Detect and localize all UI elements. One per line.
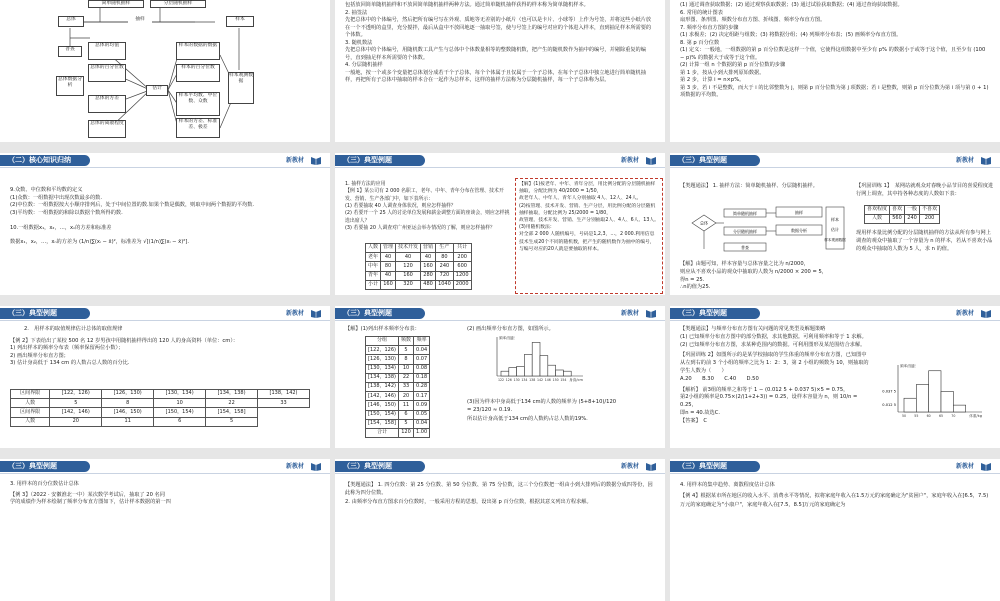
histogram-bar	[941, 391, 953, 412]
text-line: 先把总体中的个体编号，用随机数工具产生与总体中个体数量相等的整数随机数，把产生的随机数作为抽中的编号，并剔除重复的编号，直到抽足样本所需要的个体数。	[345, 47, 646, 61]
brand-label: 新教材	[955, 310, 974, 317]
text-line: 【答案】 C	[680, 417, 707, 424]
question-line: 2) 画出频率分布直方图；	[10, 352, 69, 359]
slide-header	[335, 306, 665, 321]
slide-header	[0, 459, 330, 474]
slide-sampling-methods[interactable]	[335, 0, 665, 142]
table-cell: [142，146)	[366, 392, 399, 401]
table-cell: 10	[399, 364, 414, 373]
x-axis-label: 体重/kg	[969, 414, 982, 418]
table-cell: 22	[399, 373, 414, 382]
brand-label: 新教材	[620, 463, 639, 470]
exercise-text: 现用样本量比例分配的分层随机抽样的方法从所有参与网上调查的观众中抽取了一个容量为 n 的样本，若从不喜欢小品的观众中抽取的人数为 5 人，求 n 的值。	[856, 229, 993, 252]
histogram-bar	[509, 368, 517, 376]
table-header: [130，134)	[154, 390, 206, 399]
table-cell: 2000	[453, 280, 471, 289]
text-line: (1)众数：一组数据中出现次数最多的数.	[10, 194, 102, 201]
table-cell: 20	[50, 417, 102, 426]
table-cell: 320	[396, 280, 421, 289]
text-line: 即n = 40.故选C.	[680, 409, 721, 416]
weight-histogram	[874, 362, 994, 422]
y-tick-label: 0.012 5	[882, 403, 896, 408]
book-logo-icon	[645, 461, 657, 471]
table-cell: 0.05	[414, 410, 430, 419]
table-cell: 0.18	[414, 373, 430, 382]
tick-label: 55	[914, 414, 919, 418]
question-line: 3) 估计身高低于 134 cm 的人数占总人数的百分比.	[10, 360, 130, 367]
section-title: （三）典型例题	[670, 461, 760, 472]
answer-line: 所以估计身高低于134 cm的人数约占总人数的19%.	[467, 415, 588, 422]
tick-label: 65	[938, 414, 944, 418]
answer-line: (2)按管理、技术开发、营销、生产分层，用比例分配的分层随机抽样抽取，分配比例为 25/2000 = 1/80，	[519, 203, 656, 216]
section-title: （三）典型例题	[0, 461, 90, 472]
question-line: 1) 列出样本的频率分布表（频率保留两位小数）；	[10, 345, 124, 352]
histogram-bar	[501, 371, 509, 376]
slide-example-1[interactable]	[335, 153, 665, 295]
text-line: 第 2 步，计算 i = n×p%。	[680, 77, 745, 84]
text-line: 【解析】 前3组的频率之和等于 1 − (0.012 5 + 0.037 5)×5 = 0.75，	[680, 386, 849, 393]
text-line: 4. 分层随机抽样	[345, 62, 383, 69]
flow-sample-obs: 样本观测数据	[824, 238, 846, 242]
text-line: 第 3 步，若 i 不是整数，而大于 i 的比邻整数为 j，则第 p 百分位数为第 j 项数据；若 i 是整数，则第 p 百分位数为第 i 项与第 (i + 1) 项数据的平均数。	[680, 84, 989, 99]
table-cell: 40	[421, 253, 436, 262]
book-logo-icon	[645, 308, 657, 318]
text-line: 第 1 步，按从小到大排列原始数据。	[680, 69, 765, 76]
histogram-bar	[916, 385, 928, 413]
text-line: (1) 定义：一般地，一组数据的第 p 百分位数是这样一个值，它使得这组数据中至少有 p% 的数据小于或等于这个值，且至少有 (100 − p)% 的数据大于或等于这个值。	[680, 47, 986, 61]
text-line: A.20 B.30 C.40 D.50	[680, 375, 759, 382]
flow-srs: 简单随机抽样	[733, 211, 757, 216]
flow-estimate: 估计	[831, 227, 839, 232]
table-cell: 老年	[366, 253, 381, 262]
table-cell: 小计	[366, 280, 381, 289]
example-title: 1. 抽样方法的应用	[345, 181, 386, 187]
question-line: (1) 若要抽取 40 人调查身体状况，则应怎样抽样？	[345, 203, 456, 210]
histogram-bar	[540, 356, 548, 376]
table-header: [122，126)	[50, 390, 102, 399]
table-header: 管理	[381, 244, 396, 253]
table-cell: 5	[399, 346, 414, 355]
y-tick-label: 0.037 5	[882, 389, 896, 394]
book-logo-icon	[980, 155, 992, 165]
text-line: 包括放回简单随机抽样和不放回简单随机抽样两种方法。通过简单随机抽样获得的样本称为简单随机样本。	[345, 2, 589, 8]
text-line: (3)平均数：一组数据的和除以数据个数所得的数.	[10, 209, 123, 216]
histogram-bar	[563, 371, 571, 376]
opinion-table	[864, 205, 940, 224]
text-line: 2. 由频率分布直方图求百分位数时，一般采用方程的思想，设出第 p 百分位数，根据其意义列出方程求解。	[345, 498, 592, 505]
book-logo-icon	[310, 461, 322, 471]
table-cell: [134，138)	[366, 373, 399, 382]
table-cell: [150，154)	[366, 410, 399, 419]
tick-label: 138	[529, 378, 536, 382]
flow-strat: 分层随机抽样	[733, 229, 757, 234]
node-population-percentile: 总体的百分位数	[88, 64, 126, 82]
answer-line: = 23/120 ≈ 0.19.	[467, 407, 513, 414]
node-sampling: 抽样	[128, 17, 152, 25]
table-header: [142，146)	[50, 408, 102, 417]
answer-line: 【解】(1)按老年、中年、青年分层，用比例分配的分层随机抽样抽取，分配比例为 40/2000 = 1/50，	[519, 182, 656, 195]
tick-label: 134	[521, 378, 528, 382]
table-header: 频数	[399, 337, 414, 346]
tick-label: 146	[544, 378, 551, 382]
table-cell: 120	[396, 262, 421, 271]
brand-label: 新教材	[285, 310, 304, 317]
flow-sampling: 抽样	[795, 210, 803, 215]
slide-header	[670, 306, 1000, 321]
y-axis-label: 频率/组距	[900, 364, 916, 368]
table-cell: 6	[399, 410, 414, 419]
solution-title: 【解】(1)列出样本频率分布表：	[345, 326, 420, 332]
text-line: (2)中位数：一组数据按大小顺序排列后，处于中间位置的数.如果个数是偶数，则取中间两个数据的平均数.	[10, 202, 255, 209]
x-axis-label: 身高/cm	[569, 378, 583, 382]
answer-line: (3)因为样本中身高低于134 cm的人数的频率为 (5+8+10)/120	[467, 399, 617, 405]
table-cell: 0.28	[414, 382, 430, 391]
node-sample-averages: 样本平均数、中位数、众数	[176, 92, 220, 116]
method-summary: 【类题通法】 1. 抽样方法：简单随机抽样、分层随机抽样。	[680, 183, 818, 189]
table-header: 区间界限	[11, 390, 50, 399]
table-cell: 0.09	[414, 401, 430, 410]
slide-header	[670, 459, 1000, 474]
table-cell: 5	[206, 417, 258, 426]
slide-variant-2[interactable]	[670, 306, 1000, 448]
table-cell: 青年	[366, 271, 381, 280]
brand-label: 新教材	[620, 310, 639, 317]
section-title: （三）典型例题	[335, 461, 425, 472]
text-line: (1) 求极差；(2) 决定组距与组数；(3) 将数据分组；(4) 列频率分布表；(5) 画频率分布直方图。	[680, 32, 902, 39]
histogram-bar	[532, 342, 540, 376]
histogram-bar	[904, 398, 916, 412]
text-line: 6. 常用的统计图表	[680, 9, 723, 16]
text-line: 先把总体中的个体编号，然后把所有编号写在外观、质地等无差别的小纸片（也可以是卡片、小球等）上作为号签，并将这些小纸片放在一个不透明的盒里，充分搅拌，最后从盒中不放回地逐一抽取号签，使与号签上的编号对应的个体进入样本，直到抽足样本所需要的个体数。	[345, 17, 652, 39]
histogram-bar	[524, 354, 532, 376]
table-header: 频率	[414, 337, 430, 346]
tick-label: 122	[497, 378, 505, 382]
tick-label: 126	[505, 378, 512, 382]
table-cell: 0.04	[414, 419, 430, 428]
section-title: （三）典型例题	[670, 308, 760, 319]
slide-example-4[interactable]	[670, 459, 1000, 601]
node-population-variance: 总体的方差	[88, 95, 126, 113]
table-cell: 20	[399, 392, 414, 401]
text-line: 7. 频率分布直方图的步骤	[680, 24, 739, 31]
table-cell: 中年	[366, 262, 381, 271]
slide-header	[670, 153, 1000, 168]
answer-line: ∴n的值为25.	[680, 284, 711, 291]
histogram-bar	[517, 366, 525, 376]
table-cell: 人数	[11, 417, 50, 426]
text-line: 一般地，按一个或多个变量把总体划分成若干个子总体，每个个体属于且仅属于一个子总体，在每个子总体中独立地进行简单随机抽样，再把所有子总体中抽取的样本合在一起作为总样本，这样的抽样方法称为分层随机抽样，每一个子总体称为层。	[345, 69, 646, 84]
table-cell: 人数	[11, 399, 50, 408]
table-cell: 0.08	[414, 364, 430, 373]
brand-label: 新教材	[955, 463, 974, 470]
text-line: 数据x₁，x₂，…，xₙ的方差为 (1/n)∑(xᵢ − x̄)²，标准差为 √[(1/n)∑(xᵢ − x̄)²].	[10, 238, 189, 245]
text-line: 3. 用样本的百分位数估计总体	[10, 481, 79, 487]
table-header: 技术开发	[396, 244, 421, 253]
table-cell: 80	[436, 253, 454, 262]
brand-label: 新教材	[285, 157, 304, 164]
table-cell: 10	[154, 399, 206, 408]
table-cell: 合计	[366, 428, 399, 437]
table-cell: [122，126)	[366, 346, 399, 355]
answer-line: 故管理、技术开发、营销、生产分别抽取2人、4人、6人、13人。	[519, 217, 659, 223]
exercise-text: 【巩固训练 1】 某网站就观众对春晚小品节目的喜爱程度进行网上调查，其中持各种态度的人数如下表：	[856, 183, 994, 197]
table-header: 人数	[366, 244, 381, 253]
table-cell: [146，150)	[366, 401, 399, 410]
tick-label: 70	[951, 414, 956, 418]
histogram-bar	[953, 405, 965, 412]
table-cell: 人数	[865, 214, 890, 223]
tick-label: 150	[552, 378, 559, 382]
node-population: 总体	[58, 16, 84, 27]
frequency-table	[365, 336, 430, 438]
table-cell: 720	[436, 271, 454, 280]
table-cell: [154，158]	[366, 419, 399, 428]
node-sample-percentile: 样本的百分位数	[176, 64, 220, 82]
height-table	[10, 389, 310, 427]
table-cell: 80	[381, 262, 396, 271]
brand-label: 新教材	[285, 463, 304, 470]
slide-header	[0, 153, 330, 168]
node-sample-data: 样本的数据的数据	[176, 42, 220, 60]
slide-variant-1[interactable]	[670, 153, 1000, 295]
table-cell: 8	[399, 355, 414, 364]
answer-line: 则应从不喜欢小品的观众中抽取的人数为 n/2000 × 200 = 5，	[680, 268, 827, 275]
node-estimate: 估计	[146, 85, 168, 96]
node-population-spread: 总体的离散程度	[88, 120, 126, 138]
histogram-bar	[929, 371, 941, 412]
table-header: 营销	[421, 244, 436, 253]
table-header: 不喜欢	[920, 205, 940, 214]
book-logo-icon	[645, 155, 657, 165]
table-cell: [130，134)	[366, 364, 399, 373]
table-header: 共计	[453, 244, 471, 253]
histogram-bar	[556, 370, 564, 376]
table-cell: 22	[206, 399, 258, 408]
table-cell: 40	[381, 271, 396, 280]
table-cell: [138，142)	[366, 382, 399, 391]
question-line: (3) 若要抽 20 人调查对广州亚运会举办情况的了解，则应怎样抽样？	[345, 225, 495, 232]
table-cell: 280	[421, 271, 436, 280]
text-line: 【类题通法】与频率分布直方图有关问题的常见类型及解题策略	[680, 326, 826, 332]
node-sample-observations: 样本观测数据	[228, 72, 254, 104]
tick-label: 60	[926, 414, 931, 418]
book-logo-icon	[980, 308, 992, 318]
section-title: （三）典型例题	[670, 155, 760, 166]
section-title: （三）典型例题	[335, 308, 425, 319]
table-header: [138，142)	[258, 390, 310, 399]
flow-total: 总体	[700, 220, 708, 226]
y-axis-label: 频率/组距	[499, 336, 515, 340]
answer-box	[515, 178, 663, 294]
table-cell: 1040	[436, 280, 454, 289]
answer-line: 【解】由题可知，样本容量与总体容量之比为 n/2000，	[680, 261, 809, 267]
node-census: 普查	[58, 46, 82, 57]
flow-sample: 样本	[831, 217, 839, 222]
height-histogram	[485, 334, 595, 386]
section-title: （三）典型例题	[0, 308, 90, 319]
slide-example-2-solution[interactable]	[335, 306, 665, 448]
table-header: 一般	[905, 205, 920, 214]
text-line: (1) 通过调查获取数据；(2) 通过观察获取数据；(3) 通过试验获取数据；(4) 通过查询获取数据。	[680, 2, 903, 8]
brand-label: 新教材	[620, 157, 639, 164]
table-cell: 40	[381, 253, 396, 262]
node-data-analysis: 总体数据分析	[56, 76, 84, 96]
text-line: 学的成绩作为样本绘制了频率分布直方图如下，估计样本数据的第一四	[10, 499, 171, 506]
histogram-bar	[548, 365, 556, 376]
table-cell: [126，130)	[366, 355, 399, 364]
tick-label: 142	[536, 378, 544, 382]
answer-block	[467, 398, 657, 423]
table-cell: 6	[154, 417, 206, 426]
node-simple-sampling: 简单随机抽样	[88, 0, 144, 8]
book-logo-icon	[310, 155, 322, 165]
text-line: 4. 用样本的集中趋势、离散程度估计总体	[680, 482, 775, 488]
table-cell: 120	[399, 428, 414, 437]
tick-label: 50	[901, 414, 907, 418]
sampling-flowchart	[680, 201, 850, 261]
tick-label: 154	[560, 378, 567, 382]
tick-label: 130	[513, 378, 520, 382]
table-cell: 600	[453, 262, 471, 271]
table-header: [126，130)	[102, 390, 154, 399]
table-cell: 160	[381, 280, 396, 289]
table-cell: 5	[399, 419, 414, 428]
slide-example-3[interactable]	[0, 459, 330, 601]
table-header: 区间界限	[11, 408, 50, 417]
slide-example-2[interactable]	[0, 306, 330, 448]
table-header: 喜欢	[890, 205, 905, 214]
section-title: （二）核心知识归纳	[0, 155, 90, 166]
table-header: 分组	[366, 337, 399, 346]
table-cell: 0.17	[414, 392, 430, 401]
text-line: 3. 随机数法	[345, 39, 373, 46]
book-logo-icon	[310, 308, 322, 318]
table-cell: 1200	[453, 271, 471, 280]
text-line: 【类题通法】 1. 四分位数：第 25 分位数、第 50 分位数、第 75 分位数，这三个分位数把一组由小到大排列后的数据分成四等份，因此称为四分位数。	[345, 482, 653, 497]
slide-header	[335, 459, 665, 474]
question-line: (2) 若要开一个 25 人的讨论单位发展和薪金调整方面的座谈会，则应怎样挑选出席人？	[345, 210, 510, 224]
answer-line: 得n = 25.	[680, 276, 705, 283]
node-stratified-sampling: 分层随机抽样	[150, 0, 206, 8]
table-cell: 560	[890, 214, 905, 223]
table-cell: 33	[258, 399, 310, 408]
brand-label: 新教材	[955, 157, 974, 164]
text-line: 【例 4】根据某市所在地区的收入水平、消费水平等情况，拟将家庭年收入在1.5万元的家庭确定为"贫困户"，家庭年收入在[6.5，7.5)万元的家庭确定为"小康户"，家庭年收入在[7.5，8.5]万元的家庭确定为	[680, 493, 989, 508]
slide-quartiles[interactable]	[335, 459, 665, 601]
answer-line: 对全部 2 000 人随机编号，号码是1,2,3，…，2 000.利用信息技术生成20个不同的随机数，把产生的随机数作为抽中的编号，与编号对应的20人就是要抽取的样本。	[519, 232, 655, 252]
table-header: [150，154)	[154, 408, 206, 417]
question-line: 【例 2】下表给出了某校 500 名 12 岁男孩中用随机抽样得出的 120 人的身高资料（单位：cm）：	[10, 337, 239, 344]
table-header: [146，150)	[102, 408, 154, 417]
text-line: (2) 计算一组 n 个数据的第 p 百分位数的步骤	[680, 62, 786, 69]
answer-line: 故老年人、中年人、青年人分别抽取 4人、12人、24人。	[519, 196, 642, 202]
table-cell: 8	[102, 399, 154, 408]
table-cell: 11	[399, 401, 414, 410]
slide-core-knowledge[interactable]	[0, 153, 330, 295]
answer-block	[680, 261, 850, 292]
table-cell: 200	[453, 253, 471, 262]
flow-decide: 数据分析	[791, 228, 807, 233]
table-cell: 0.07	[414, 355, 430, 364]
text-line: 【例 3】（2022 · 安徽淮北一中）某次数学考试后，抽取了 20 名同	[10, 491, 165, 498]
table-header: [154，158]	[206, 408, 258, 417]
text-line: 10.一组数据x₁，x₂，…，xₙ的方差和标准差	[10, 225, 112, 232]
table-header: 生产	[436, 244, 454, 253]
staff-table	[365, 243, 472, 290]
table-cell: 1.00	[414, 428, 430, 437]
text-line: 第2小组的频率是0.75×(2/(1+2+3)) = 0.25，设样本容量为 n，则 10/n = 0.25，	[680, 394, 858, 409]
text-line: 【巩固训练 2】如图所示的是某学校抽取的学生体重的频率分布直方图，已知图中从左到右的前 3 个小组的频率之比为 1：2：3，第 2 小组的频数为 10，则抽取的学生人数为（ ）	[680, 352, 869, 374]
book-logo-icon	[980, 461, 992, 471]
slide-statistics-charts[interactable]	[670, 0, 1000, 142]
text-line: 扇形图、条形图、频数分布直方图、折线图、频率分布直方图。	[680, 17, 826, 24]
statistics-flow-diagram	[0, 0, 330, 142]
section-title: （三）典型例题	[335, 155, 425, 166]
answer-line: (3)用随机数法：	[519, 225, 555, 231]
text-line: (2) 已知频率分布直方图，求某种范围内的数据。可利用图形及某范围结合求解。	[680, 341, 866, 348]
table-cell: 160	[396, 271, 421, 280]
question-line: 【例 1】某公司有 2 000 名职工，老年、中年、青年分布在管理、技术开发、营销、生产各部门中，如下表所示：	[345, 188, 504, 202]
table-cell: 160	[421, 262, 436, 271]
text-line: 8. 第 p 百分位数	[680, 39, 720, 46]
table-cell: 200	[920, 214, 940, 223]
slide-header	[335, 153, 665, 168]
table-cell: 40	[396, 253, 421, 262]
table-cell: 0.04	[414, 346, 430, 355]
text-line: 9.众数、中位数和平均数的定义	[10, 187, 83, 193]
text-line: (1) 已知频率分布直方图中的部分数据，求其他数据。可利用频率和等于 1 求解。	[680, 333, 867, 340]
slide-statistics-overview[interactable]	[0, 0, 330, 142]
example-title: 2. 用样本的取值规律估计总体的取值规律	[24, 326, 123, 332]
table-cell: 5	[50, 399, 102, 408]
table-header: 喜欢程度	[865, 205, 890, 214]
table-cell: 33	[399, 382, 414, 391]
node-sample: 样本	[226, 16, 254, 27]
node-population-mean: 总体的均值	[88, 42, 126, 60]
table-cell: 240	[436, 262, 454, 271]
slide-header	[0, 306, 330, 321]
node-sample-variance: 样本的方差、标准差、极差	[176, 118, 220, 138]
text-line: 2. 抽签法	[345, 9, 368, 16]
table-header: [134，138)	[206, 390, 258, 399]
histogram-title: (2) 画出频率分布直方图，如图所示。	[467, 326, 554, 332]
table-cell: 480	[421, 280, 436, 289]
flow-census: 普查	[741, 245, 749, 250]
table-cell: 11	[102, 417, 154, 426]
table-cell: 240	[905, 214, 920, 223]
